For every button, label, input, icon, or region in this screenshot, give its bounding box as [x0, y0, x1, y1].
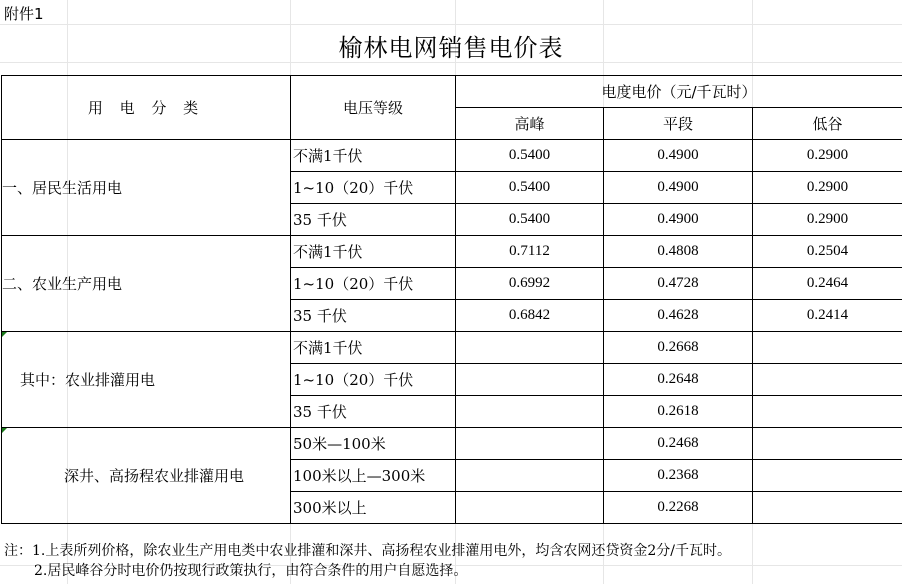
flat-price-cell: 0.4808 — [604, 236, 753, 268]
category-cell: 其中：农业排灌用电 — [2, 332, 291, 428]
flat-price-cell: 0.2268 — [604, 492, 753, 524]
valley-price-cell — [753, 332, 902, 364]
voltage-cell: 不满1千伏 — [291, 140, 456, 172]
voltage-cell: 1~10（20）千伏 — [291, 364, 456, 396]
valley-price-cell — [753, 396, 902, 428]
flat-price-cell: 0.4900 — [604, 204, 753, 236]
valley-price-cell — [753, 428, 902, 460]
flat-price-cell: 0.2468 — [604, 428, 753, 460]
valley-price-cell — [753, 492, 902, 524]
header-flat: 平段 — [604, 108, 753, 140]
attachment-label: 附件1 — [4, 5, 44, 23]
voltage-cell: 100米以上—300米 — [291, 460, 456, 492]
voltage-cell: 1~10（20）千伏 — [291, 268, 456, 300]
header-voltage: 电压等级 — [291, 76, 456, 140]
voltage-cell: 不满1千伏 — [291, 236, 456, 268]
note-line: 注：1.上表所列价格，除农业生产用电类中农业排灌和深井、高扬程农业排灌用电外，均含农网还贷资金2分/千瓦时。 — [4, 543, 731, 559]
voltage-cell: 不满1千伏 — [291, 332, 456, 364]
peak-price-cell: 0.5400 — [456, 172, 604, 204]
peak-price-cell — [456, 492, 604, 524]
header-valley: 低谷 — [753, 108, 902, 140]
valley-price-cell: 0.2504 — [753, 236, 902, 268]
voltage-cell: 50米—100米 — [291, 428, 456, 460]
peak-price-cell: 0.6842 — [456, 300, 604, 332]
gridline — [0, 24, 902, 25]
valley-price-cell — [753, 364, 902, 396]
voltage-cell: 35 千伏 — [291, 396, 456, 428]
table-row — [2, 140, 902, 172]
valley-price-cell: 0.2414 — [753, 300, 902, 332]
valley-price-cell: 0.2900 — [753, 140, 902, 172]
category-cell: 二、农业生产用电 — [2, 236, 291, 332]
table-row — [2, 428, 902, 460]
peak-price-cell: 0.5400 — [456, 204, 604, 236]
note-line: 2.居民峰谷分时电价仍按现行政策执行，由符合条件的用户自愿选择。 — [34, 563, 468, 579]
valley-price-cell — [753, 460, 902, 492]
header-category: 用 电 分 类 — [2, 76, 291, 140]
valley-price-cell: 0.2900 — [753, 172, 902, 204]
header-peak: 高峰 — [456, 108, 604, 140]
category-cell: 一、居民生活用电 — [2, 140, 291, 236]
flat-price-cell: 0.4628 — [604, 300, 753, 332]
voltage-cell: 1~10（20）千伏 — [291, 172, 456, 204]
voltage-cell: 35 千伏 — [291, 204, 456, 236]
header-price-group: 电度电价（元/千瓦时） — [456, 76, 902, 108]
table-row — [2, 236, 902, 268]
peak-price-cell: 0.6992 — [456, 268, 604, 300]
valley-price-cell: 0.2900 — [753, 204, 902, 236]
peak-price-cell — [456, 428, 604, 460]
peak-price-cell — [456, 460, 604, 492]
flat-price-cell: 0.2618 — [604, 396, 753, 428]
notes — [4, 541, 731, 581]
peak-price-cell — [456, 396, 604, 428]
peak-price-cell: 0.7112 — [456, 236, 604, 268]
voltage-cell: 35 千伏 — [291, 300, 456, 332]
price-table — [1, 75, 902, 524]
flat-price-cell: 0.2668 — [604, 332, 753, 364]
flat-price-cell: 0.4900 — [604, 172, 753, 204]
flat-price-cell: 0.4900 — [604, 140, 753, 172]
voltage-cell: 300米以上 — [291, 492, 456, 524]
valley-price-cell: 0.2464 — [753, 268, 902, 300]
table-row — [2, 332, 902, 364]
peak-price-cell: 0.5400 — [456, 140, 604, 172]
flat-price-cell: 0.4728 — [604, 268, 753, 300]
category-cell: 深井、高扬程农业排灌用电 — [2, 428, 291, 524]
flat-price-cell: 0.2648 — [604, 364, 753, 396]
peak-price-cell — [456, 332, 604, 364]
peak-price-cell — [456, 364, 604, 396]
page-title: 榆林电网销售电价表 — [338, 34, 564, 62]
flat-price-cell: 0.2368 — [604, 460, 753, 492]
